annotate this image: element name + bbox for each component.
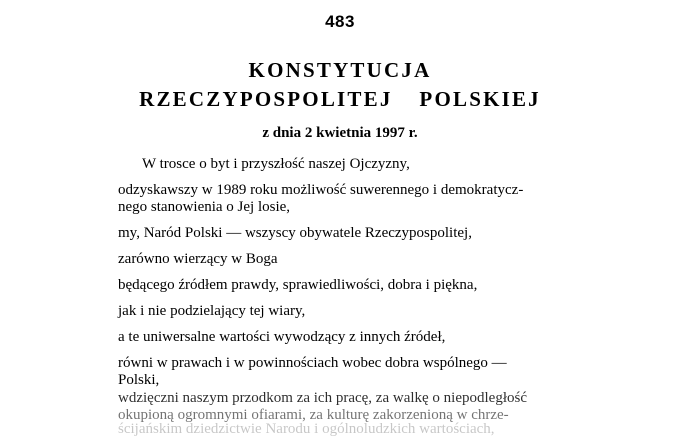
document-date: z dnia 2 kwietnia 1997 r. — [262, 125, 418, 141]
text-line: jak i nie podzielający tej wiary, — [118, 303, 306, 319]
text-line: będącego źródłem prawdy, sprawiedliwości, dobra i piękna, — [118, 277, 478, 293]
text-line: wdzięczni naszym przodkom za ich pracę, za walkę o niepodległość — [118, 390, 527, 406]
text-line: zarówno wierzący w Boga — [118, 251, 278, 267]
text-line: odzyskawszy w 1989 roku możliwość suwerennego i demokratycz- — [118, 182, 524, 198]
text-line: Polski, — [118, 372, 160, 388]
page-number: 483 — [325, 12, 355, 31]
text-line: my, Naród Polski — wszyscy obywatele Rzeczypospolitej, — [118, 225, 472, 241]
text-line: ścijańskim dziedzictwie Narodu i ogólnoludzkich wartościach, — [118, 421, 495, 437]
document-title-line-1: KONSTYTUCJA — [248, 58, 432, 82]
text-line: W trosce o byt i przyszłość naszej Ojczyzny, — [142, 156, 410, 172]
text-line: okupioną ogromnymi ofiarami, za kulturę zakorzenioną w chrze- — [118, 407, 509, 423]
text-line: nego stanowienia o Jej losie, — [118, 199, 291, 215]
text-line: a te uniwersalne wartości wywodzący z innych źródeł, — [118, 329, 446, 345]
document-title-line-2: RZECZYPOSPOLITEJ POLSKIEJ — [139, 87, 541, 111]
text-line: równi w prawach i w powinnościach wobec dobra wspólnego — — [118, 355, 507, 371]
